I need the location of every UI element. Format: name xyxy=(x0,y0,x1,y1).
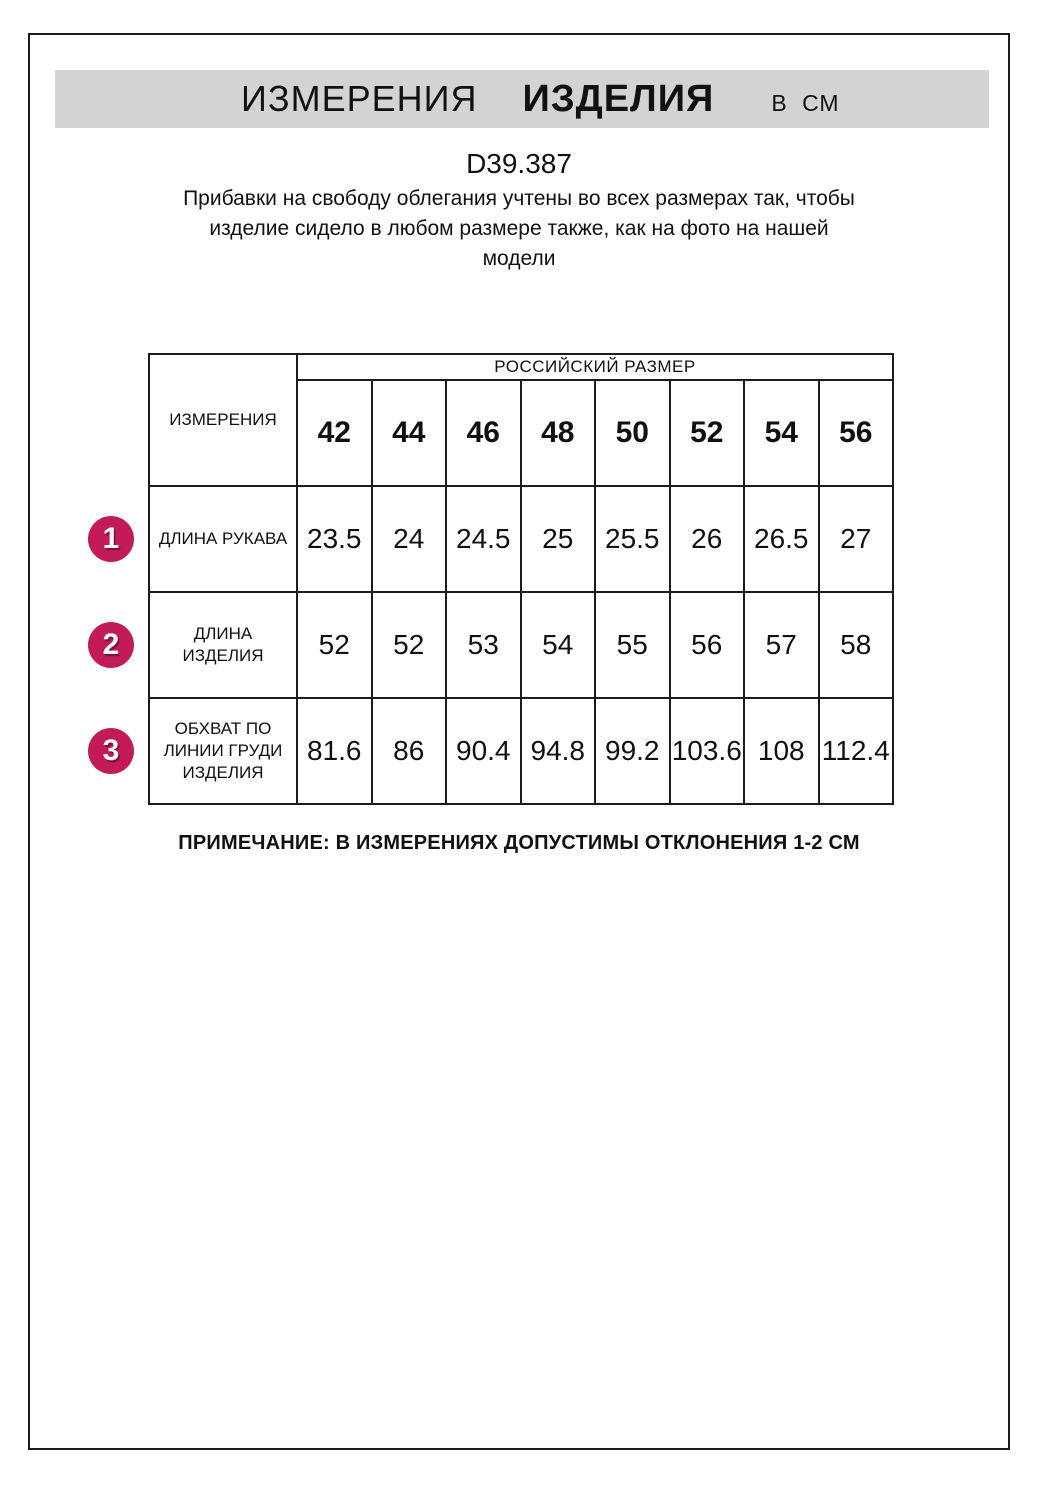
group-header-row xyxy=(149,354,893,380)
size-column-header: 48 xyxy=(521,380,596,486)
measurement-label-cell xyxy=(102,486,297,592)
measurement-value: 57 xyxy=(744,592,819,698)
measurement-value: 24.5 xyxy=(446,486,521,592)
measurement-value: 26.5 xyxy=(744,486,819,592)
measurement-label: ДЛИНА ИЗДЕЛИЯ xyxy=(182,623,264,665)
measurement-value: 24 xyxy=(372,486,447,592)
measurement-value: 94.8 xyxy=(521,698,596,804)
measurement-label: ДЛИНА РУКАВА xyxy=(158,528,288,548)
row-number-badge: 1 xyxy=(88,516,134,562)
measurement-value: 56 xyxy=(670,592,745,698)
tolerance-note: ПРИМЕЧАНИЕ: В ИЗМЕРЕНИЯХ ДОПУСТИМЫ ОТКЛОНЕНИЯ 1-2 СМ xyxy=(178,832,860,854)
measurement-value: 112.4 xyxy=(819,698,894,804)
measurement-value: 26 xyxy=(670,486,745,592)
table-row xyxy=(149,592,893,698)
measurement-value: 54 xyxy=(521,592,596,698)
measurement-value: 27 xyxy=(819,486,894,592)
measurement-value: 53 xyxy=(446,592,521,698)
measurement-value: 58 xyxy=(819,592,894,698)
size-column-header: 42 xyxy=(297,380,372,486)
measurements-table-wrap xyxy=(102,353,894,805)
measurement-value: 23.5 xyxy=(297,486,372,592)
article-number: D39.387 xyxy=(466,148,572,179)
size-group-header: РОССИЙСКИЙ РАЗМЕР xyxy=(297,354,893,380)
size-column-header: 50 xyxy=(595,380,670,486)
measurement-value: 52 xyxy=(372,592,447,698)
title-main: ИЗМЕРЕНИЯ xyxy=(241,78,478,119)
measurement-value: 99.2 xyxy=(595,698,670,804)
table-row xyxy=(149,486,893,592)
measurement-value: 25.5 xyxy=(595,486,670,592)
title-emphasis: ИЗДЕЛИЯ xyxy=(522,78,715,120)
fit-description: Прибавки на свободу облегания учтены во всех размерах так, чтобы изделие сидело в любом размере также, как на фото на нашей модели xyxy=(183,187,855,270)
title-unit-label: В СМ xyxy=(771,90,840,116)
measurement-value: 25 xyxy=(521,486,596,592)
measurement-value: 90.4 xyxy=(446,698,521,804)
measurement-value: 81.6 xyxy=(297,698,372,804)
measurement-label-cell xyxy=(102,592,297,698)
title-bar xyxy=(55,70,989,128)
measurements-table xyxy=(102,353,894,805)
table-header xyxy=(149,354,893,486)
corner-header: ИЗМЕРЕНИЯ xyxy=(149,354,297,486)
measurement-label-cell xyxy=(102,698,297,804)
table-row xyxy=(149,698,893,804)
measurement-value: 55 xyxy=(595,592,670,698)
size-column-header: 44 xyxy=(372,380,447,486)
size-column-header: 52 xyxy=(670,380,745,486)
measurement-value: 108 xyxy=(744,698,819,804)
size-column-header: 46 xyxy=(446,380,521,486)
measurement-value: 103.6 xyxy=(670,698,745,804)
measurement-value: 52 xyxy=(297,592,372,698)
table-body xyxy=(102,486,893,804)
size-column-header: 54 xyxy=(744,380,819,486)
size-column-header: 56 xyxy=(819,380,894,486)
row-number-badge: 2 xyxy=(88,622,134,668)
measurement-value: 86 xyxy=(372,698,447,804)
row-number-badge: 3 xyxy=(88,728,134,774)
measurement-label: ОБХВАТ ПО ЛИНИИ ГРУДИ ИЗДЕЛИЯ xyxy=(163,718,283,783)
